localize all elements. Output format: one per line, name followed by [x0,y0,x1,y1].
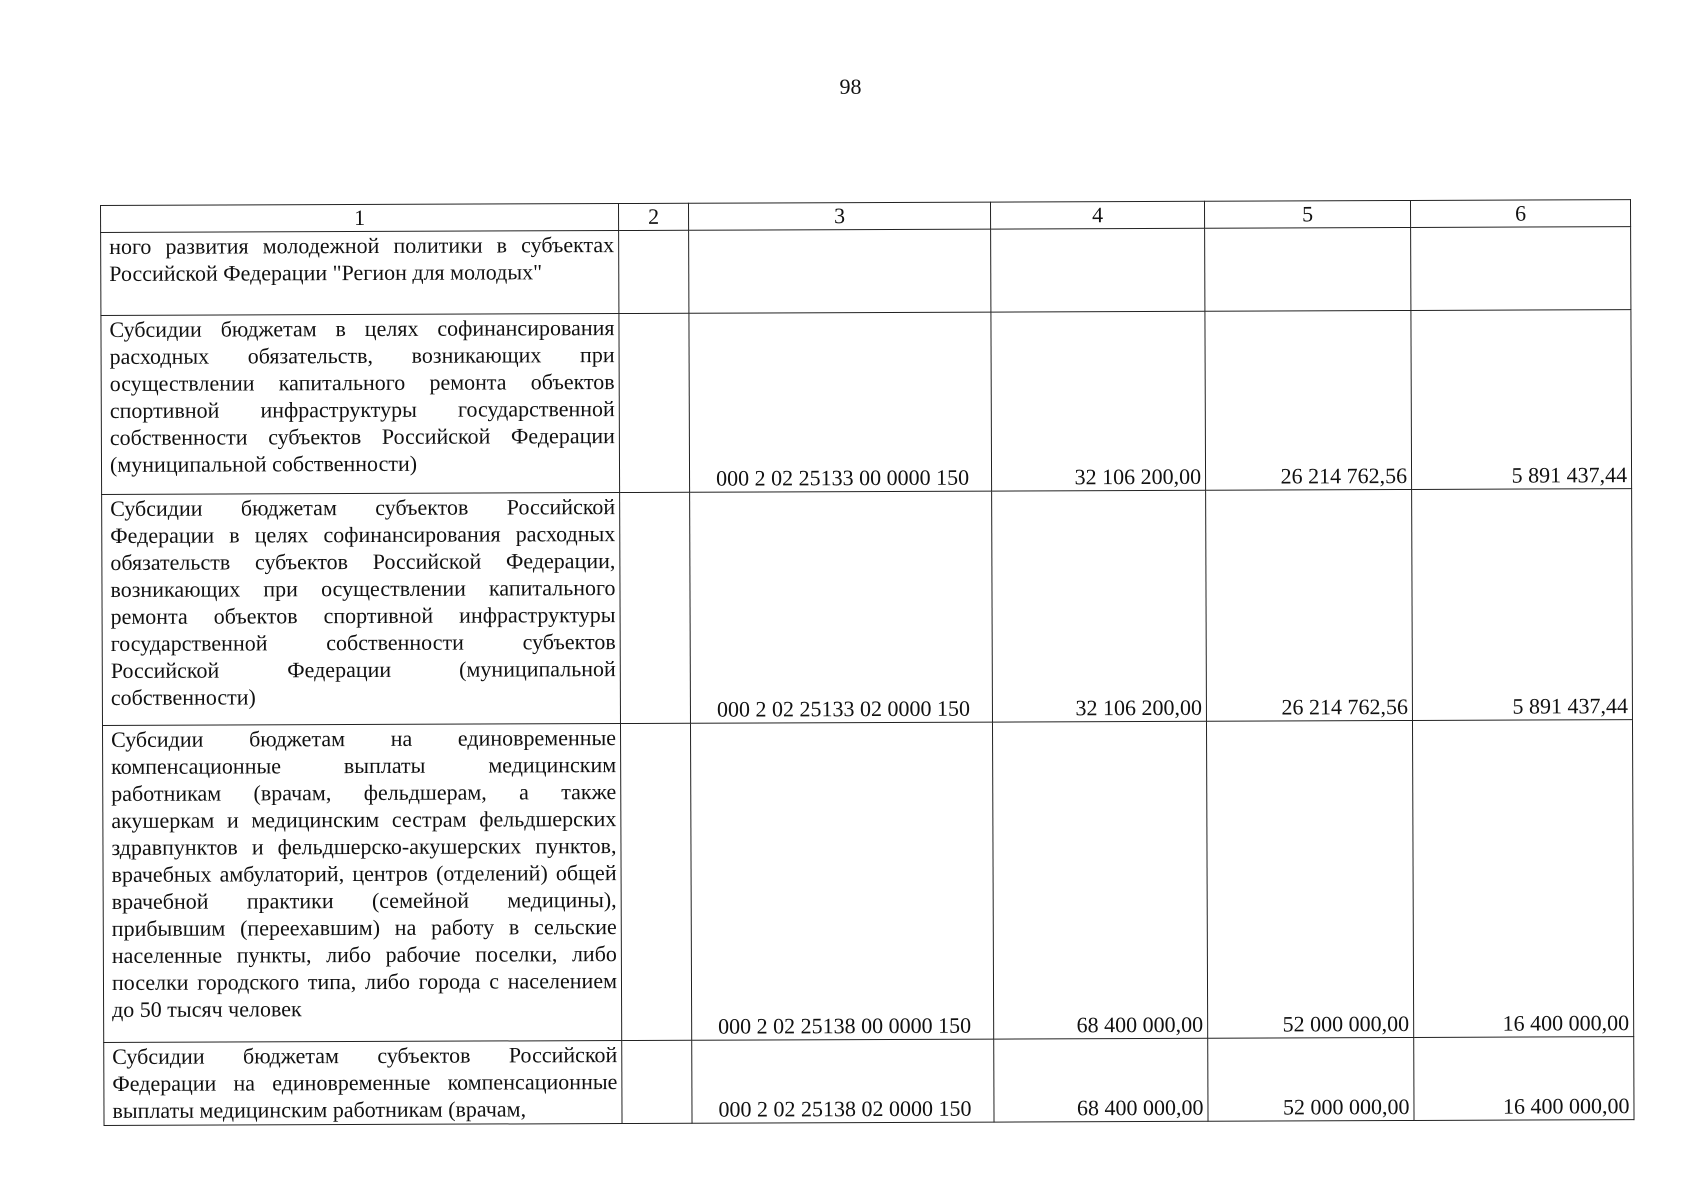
page-number: 98 [839,74,862,99]
row-col-4: 32 106 200,00 [992,490,1207,722]
row-col-5: 26 214 762,56 [1206,489,1413,721]
row-col-5: 52 000 000,00 [1208,1037,1414,1121]
row-col-4: 68 400 000,00 [992,721,1207,1039]
header-col-3: 3 [688,202,990,230]
header-col-6: 6 [1410,200,1630,228]
row-col-2 [620,492,691,723]
table-row [104,1037,1634,1126]
row-col-2 [619,313,690,492]
row-col-6: 5 891 437,44 [1411,310,1632,490]
row-code [689,229,991,313]
table-row [102,720,1633,1043]
row-name: ного развития молодежной политики в субъектах Российской Федерации "Регион для молодых" [101,231,619,316]
header-col-2: 2 [618,203,688,230]
row-code: 000 2 02 25133 02 0000 150 [690,491,993,723]
table-row [101,310,1632,495]
row-col-6 [1411,227,1631,311]
row-col-5 [1205,227,1411,311]
row-col-5: 52 000 000,00 [1206,720,1413,1038]
row-col-6: 16 400 000,00 [1412,720,1633,1038]
row-name: Субсидии бюджетам в целях софинансирования расходных обязательств, возникающих при осуществлении капитального ремонта объектов спортивной инфраструктуры государственной собственности субъектов Российской Федерации (муниципальной собственности) [101,314,620,495]
row-col-4: 32 106 200,00 [991,311,1206,491]
row-col-6: 5 891 437,44 [1412,489,1633,721]
row-col-5: 26 214 762,56 [1205,310,1412,490]
row-col-4: 68 400 000,00 [994,1038,1208,1122]
row-col-2 [620,723,691,1040]
row-code: 000 2 02 25133 00 0000 150 [689,312,992,492]
row-col-2 [619,230,689,313]
row-code: 000 2 02 25138 00 0000 150 [690,722,993,1040]
header-col-4: 4 [990,201,1204,229]
row-col-4 [991,228,1205,312]
header-col-1: 1 [101,204,619,233]
row-col-2 [622,1040,692,1123]
table-row [102,489,1633,726]
row-code: 000 2 02 25138 02 0000 150 [692,1039,994,1123]
row-col-6: 16 400 000,00 [1414,1037,1634,1121]
row-name: Субсидии бюджетам субъектов Российской Федерации в целях софинансирования расходных обязательств субъектов Российской Федерации, возникающих при осуществлении капитального ремонта объектов спортивной инфраструктуры государственной собственности субъектов Российской Федерации (муниципальной собственности) [102,493,621,726]
budget-table [100,199,1635,1126]
row-name: Субсидии бюджетам субъектов Российской Федерации на единовременные компенсационные выплаты медицинским работникам (врачам, [104,1041,622,1126]
row-name: Субсидии бюджетам на единовременные компенсационные выплаты медицинским работникам (врачам, фельдшерам, а также акушеркам и медицинским сестрам фельдшерских здравпунктов и фельдшерско-акушерских пунктов, врачебных амбулаторий, центров (отделений) общей врачебной практики (семейной медицины), прибывшим (переехавшим) на работу в сельские населенные пункты, либо рабочие поселки, либо поселки городского типа, либо города с населением до 50 тысяч человек [102,724,621,1043]
header-col-5: 5 [1204,200,1410,228]
table-row [101,227,1631,316]
